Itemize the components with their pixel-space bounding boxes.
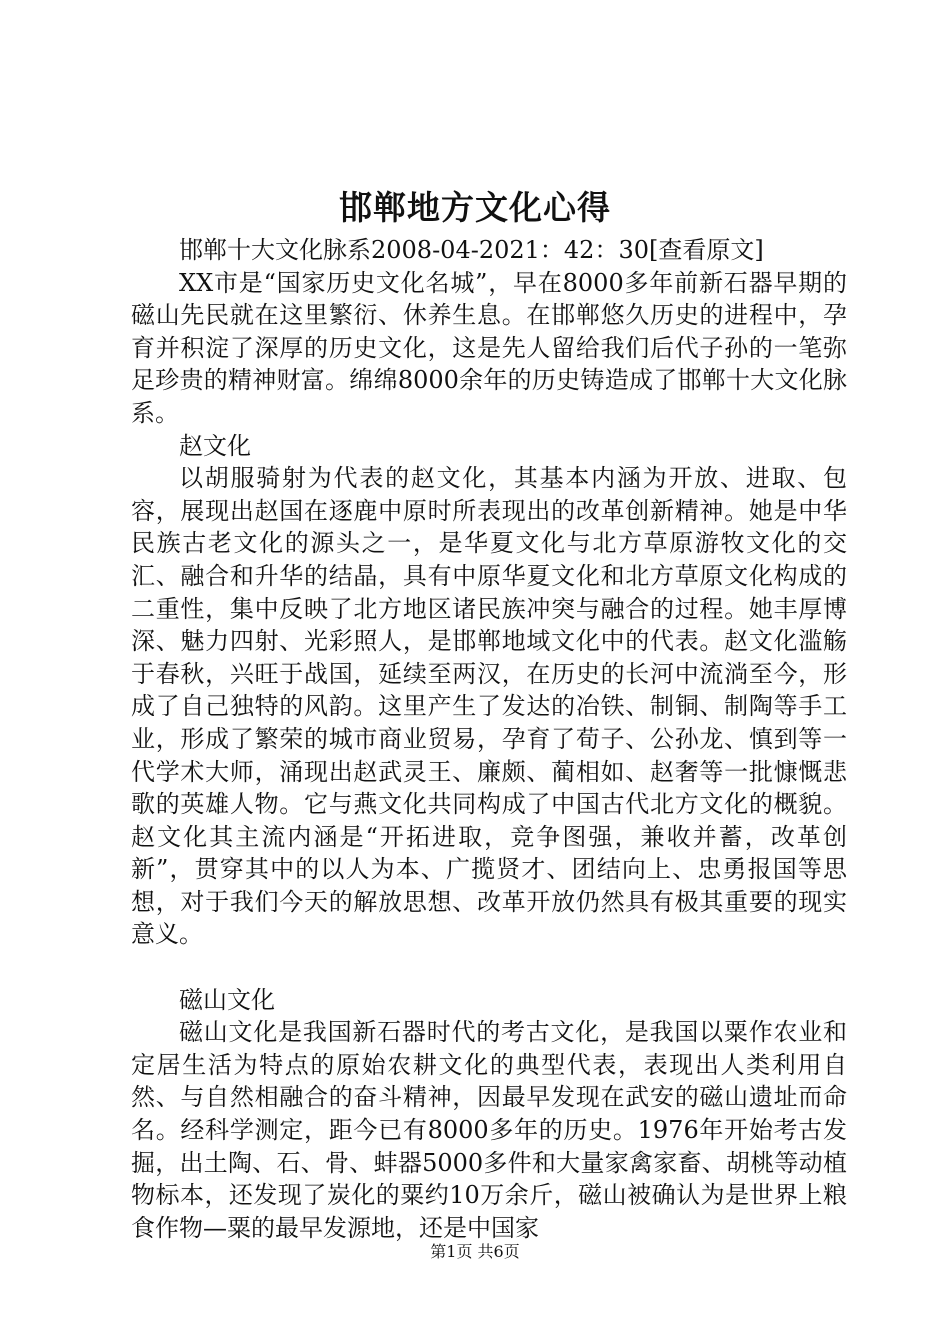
meta-line: 邯郸十大文化脉系2008-04-2021：42：30[查看原文] [179,236,764,264]
page-footer: 第1页 共6页 [430,1242,520,1261]
section-text-cishan: 磁山文化是我国新石器时代的考古文化，是我国以粟作农业和定居生活为特点的原始农耕文化的典型代表，表现出人类利用自然、与自然相融合的奋斗精神，因最早发现在武安的磁山遗址而命名。经科学测定，距今已有8000多年的历史。1976年开始考古发掘，出土陶、石、骨、蚌器5000多件和大量家禽家畜、胡桃等动植物标本，还发现了炭化的粟约10万余斤，磁山被确认为是世界上粮食作物—粟的最早发源地，还是中国家 [131,1018,847,1242]
intro-paragraph: XX市是“国家历史文化名城”，早在8000多年前新石器早期的磁山先民就在这里繁衍、休养生息。在邯郸悠久历史的进程中，孕育并积淀了深厚的历史文化，这是先人留给我们后代子孙的一笔弥足珍贵的精神财富。绵绵8000余年的历史铸造成了邯郸十大文化脉系。 [131,268,847,427]
document-title: 邯郸地方文化心得 [339,188,611,227]
paragraph-gap [131,951,847,984]
document-body [131,234,847,1244]
section-heading-zhao: 赵文化 [179,431,251,460]
section-text-zhao: 以胡服骑射为代表的赵文化，其基本内涵为开放、进取、包容，展现出赵国在逐鹿中原时所表现出的改革创新精神。她是中华民族古老文化的源头之一，是华夏文化与北方草原游牧文化的交汇、融合和升华的结晶，具有中原华夏文化和北方草原文化构成的二重性，集中反映了北方地区诸民族冲突与融合的过程。她丰厚博深、魅力四射、光彩照人，是邯郸地域文化中的代表。赵文化滥觞于春秋，兴旺于战国，延续至两汉，在历史的长河中流淌至今，形成了自己独特的风韵。这里产生了发达的冶铁、制铜、制陶等手工业，形成了繁荣的城市商业贸易，孕育了荀子、公孙龙、慎到等一代学术大师，涌现出赵武灵王、廉颇、蔺相如、赵奢等一批慷慨悲歌的英雄人物。它与燕文化共同构成了中国古代北方文化的概貌。赵文化其主流内涵是“开拓进取，竞争图强，兼收并蓄，改革创新”，贯穿其中的以人为本、广揽贤才、团结向上、忠勇报国等思想，对于我们今天的解放思想、改革开放仍然具有极其重要的现实意义。 [131,464,847,949]
section-heading-cishan: 磁山文化 [179,985,275,1014]
